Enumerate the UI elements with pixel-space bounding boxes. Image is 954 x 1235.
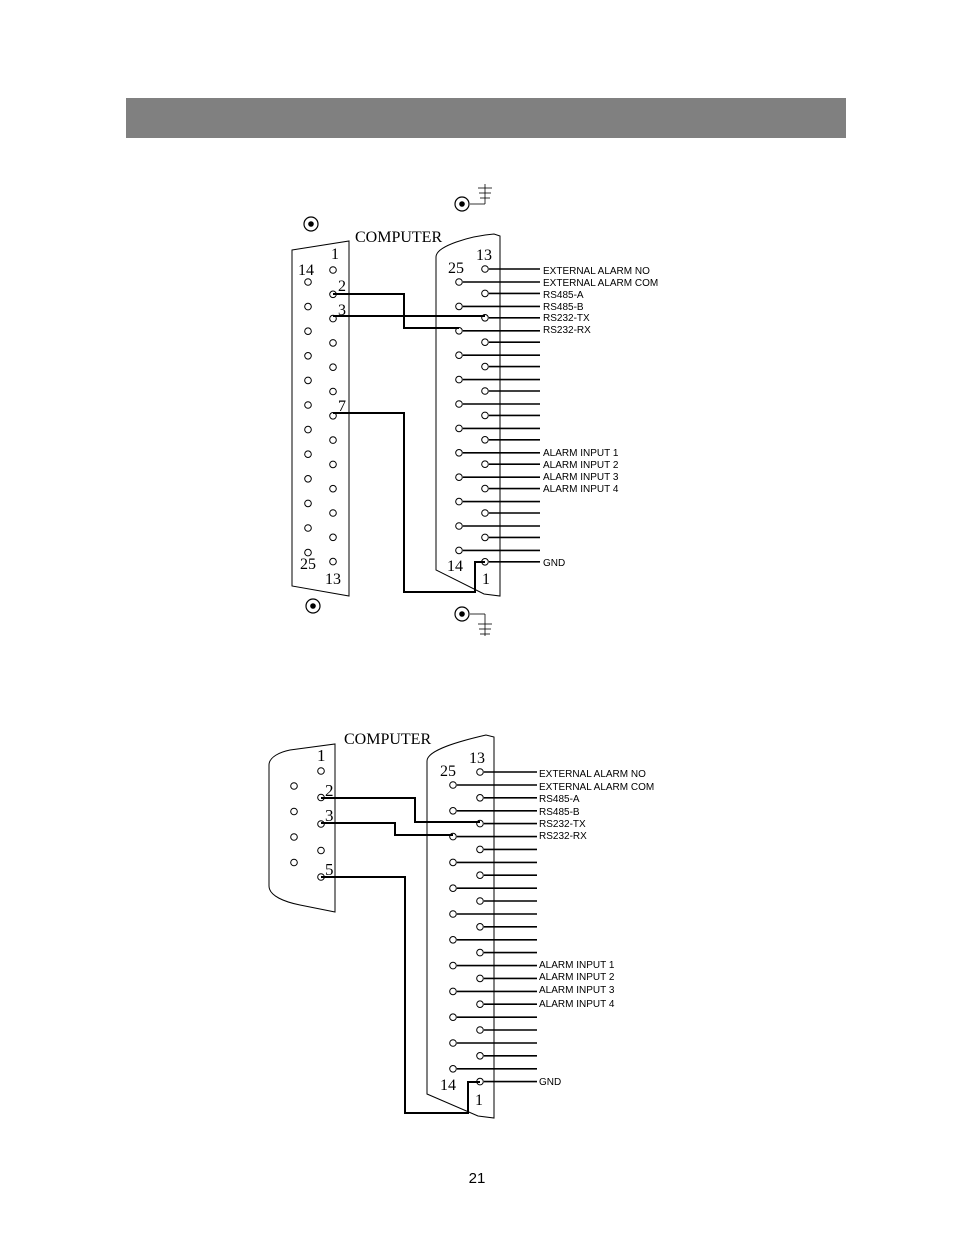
pin (305, 500, 312, 507)
pin (482, 510, 489, 517)
pin-label-1: 1 (331, 246, 339, 263)
pin (477, 975, 484, 982)
pin (305, 377, 312, 384)
signal-label-rs485-b: RS485-B (543, 302, 584, 313)
computer-label: COMPUTER (355, 229, 443, 246)
pin-label-3: 3 (338, 302, 346, 319)
ground-icon (455, 607, 492, 636)
pin (291, 834, 298, 841)
pin (330, 485, 337, 492)
pin (450, 937, 457, 944)
pin-label-25: 25 (440, 763, 456, 780)
pin-label-1: 1 (482, 571, 490, 588)
pin-label-13: 13 (476, 247, 492, 264)
computer-label: COMPUTER (344, 731, 432, 748)
signal-leads (457, 772, 537, 1082)
signal-label-gnd: GND (539, 1077, 562, 1088)
pin (482, 461, 489, 468)
pin (477, 1053, 484, 1060)
diagram-db25-to-db25 (292, 184, 658, 636)
pin-label-1: 1 (317, 746, 326, 765)
diagram-db9-to-db25 (269, 731, 654, 1118)
db25-right-pins (456, 266, 489, 565)
signal-label-alarm-input-2: ALARM INPUT 2 (539, 972, 615, 983)
pin (477, 872, 484, 879)
pin (482, 266, 489, 273)
pin (330, 437, 337, 444)
pin (456, 352, 463, 359)
pin (482, 290, 489, 297)
pin (330, 461, 337, 468)
pin (330, 534, 337, 541)
pin (291, 859, 298, 866)
signal-label-alarm-input-4: ALARM INPUT 4 (543, 484, 619, 495)
pin-label-13: 13 (325, 571, 341, 588)
pin (450, 808, 457, 815)
pin (305, 451, 312, 458)
pin (305, 476, 312, 483)
pin-label-2: 2 (338, 278, 346, 295)
pin (482, 363, 489, 370)
pin (456, 425, 463, 432)
pin (330, 340, 337, 347)
pin (318, 847, 325, 854)
pin-label-25: 25 (300, 556, 316, 573)
pin (482, 534, 489, 541)
pin (477, 846, 484, 853)
signal-label-external-alarm-com: EXTERNAL ALARM COM (539, 782, 655, 793)
pin (330, 364, 337, 371)
screw-icon (304, 217, 318, 231)
pin (477, 898, 484, 905)
pin (456, 523, 463, 530)
pin (330, 558, 337, 565)
pin (450, 988, 457, 995)
pin-label-14: 14 (440, 1077, 456, 1094)
pin (305, 328, 312, 335)
pin (477, 949, 484, 956)
ground-icon (455, 184, 492, 211)
signal-label-alarm-input-3: ALARM INPUT 3 (543, 472, 619, 483)
signal-leads (463, 269, 540, 562)
pin (318, 768, 325, 775)
pin-label-1: 1 (475, 1092, 483, 1109)
pin (456, 279, 463, 286)
signal-label-rs232-rx: RS232-RX (543, 325, 591, 336)
pin (477, 795, 484, 802)
pin-label-25: 25 (448, 260, 464, 277)
signal-label-external-alarm-no: EXTERNAL ALARM NO (539, 769, 646, 780)
pin-label-7: 7 (338, 398, 346, 415)
db9-pins (291, 768, 325, 881)
pin (330, 267, 337, 274)
pin-label-13: 13 (469, 750, 485, 767)
signal-label-rs232-rx: RS232-RX (539, 831, 587, 842)
pin-label-5: 5 (325, 860, 334, 879)
pin (482, 388, 489, 395)
pin (305, 549, 312, 556)
pin (477, 769, 484, 776)
pin (305, 353, 312, 360)
pin-label-2: 2 (325, 781, 334, 800)
pin (456, 376, 463, 383)
pin (291, 783, 298, 790)
db25-connector-right-shell (427, 735, 494, 1118)
signal-label-rs232-tx: RS232-TX (543, 313, 590, 324)
pin (456, 474, 463, 481)
db25-right-pins (450, 769, 484, 1085)
pin (305, 279, 312, 286)
pin (477, 924, 484, 931)
pin (450, 1040, 457, 1047)
signal-label-alarm-input-3: ALARM INPUT 3 (539, 985, 615, 996)
pin (450, 911, 457, 918)
pin-label-14: 14 (447, 558, 463, 575)
db25-left-pins (305, 267, 337, 565)
pin (450, 782, 457, 789)
pin (450, 859, 457, 866)
signal-label-alarm-input-2: ALARM INPUT 2 (543, 460, 619, 471)
signal-label-alarm-input-4: ALARM INPUT 4 (539, 999, 615, 1010)
pin (450, 962, 457, 969)
signal-label-rs232-tx: RS232-TX (539, 819, 586, 830)
pin (456, 450, 463, 457)
pin (477, 1001, 484, 1008)
signal-label-alarm-input-1: ALARM INPUT 1 (539, 960, 615, 971)
signal-label-alarm-input-1: ALARM INPUT 1 (543, 448, 619, 459)
pin (450, 1066, 457, 1073)
signal-label-rs485-b: RS485-B (539, 807, 580, 818)
pin (456, 498, 463, 505)
pin-label-3: 3 (325, 806, 334, 825)
pin (305, 525, 312, 532)
signal-label-rs485-a: RS485-A (539, 794, 580, 805)
pin (477, 1027, 484, 1034)
screw-icon (306, 599, 320, 613)
signal-label-external-alarm-no: EXTERNAL ALARM NO (543, 266, 650, 277)
wire-pin3-to-rs232-rx (321, 823, 453, 835)
pin (482, 437, 489, 444)
wire-pin2-to-rs232-rx (333, 294, 459, 328)
pin-label-14: 14 (298, 262, 314, 279)
pin (330, 510, 337, 517)
pin (291, 808, 298, 815)
signal-label-gnd: GND (543, 558, 566, 569)
pin (456, 401, 463, 408)
db9-connector-shell (269, 744, 335, 912)
signal-label-external-alarm-com: EXTERNAL ALARM COM (543, 278, 659, 289)
page-number: 21 (468, 1170, 486, 1187)
pin (450, 885, 457, 892)
pin (482, 485, 489, 492)
pin (305, 426, 312, 433)
signal-label-rs485-a: RS485-A (543, 290, 584, 301)
pin (450, 1014, 457, 1021)
pin (482, 412, 489, 419)
pin (305, 303, 312, 310)
pin (330, 388, 337, 395)
pin (456, 547, 463, 554)
pin (482, 339, 489, 346)
pin (456, 303, 463, 310)
pin (305, 402, 312, 409)
